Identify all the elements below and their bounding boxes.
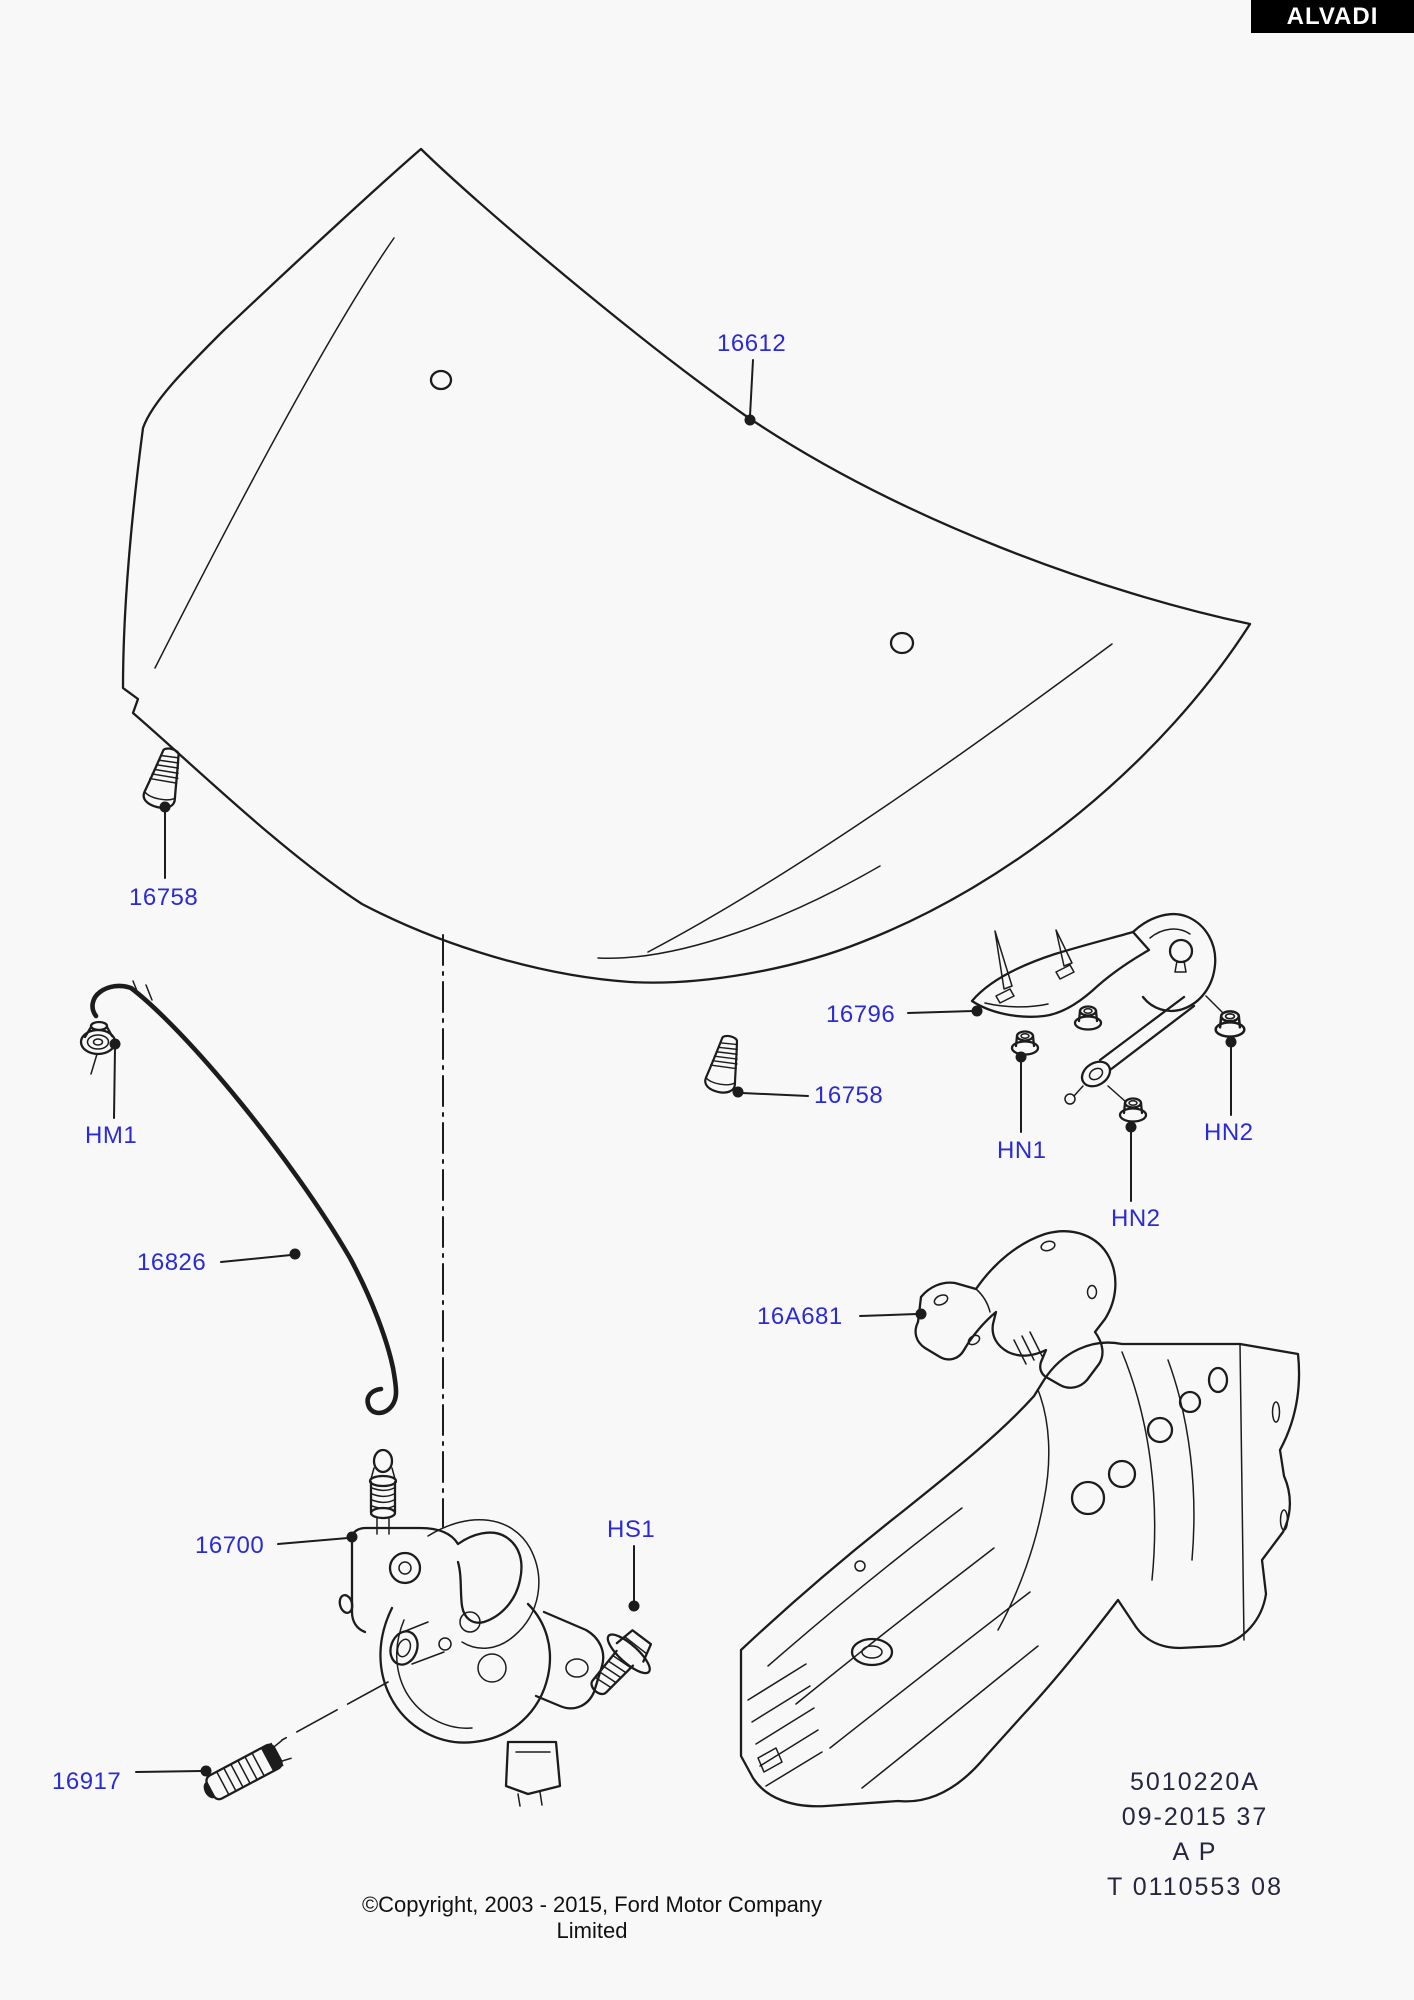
leader-dot-16758-right: [733, 1087, 744, 1098]
hood-panel-art: [123, 149, 1250, 983]
part-label-16758-right: 16758: [814, 1082, 884, 1109]
leader-line-hm1: [114, 1048, 115, 1118]
leader-line-16758-right: [742, 1093, 808, 1096]
leader-dot-16796: [972, 1006, 983, 1017]
drawing-sheet-code: T 0110553 08: [1107, 1873, 1283, 1901]
leader-dot-hm1: [110, 1039, 121, 1050]
cowl-bracket-art: [916, 1231, 1116, 1387]
part-label-16a681: 16A681: [757, 1303, 843, 1330]
drawing-revision: A P: [1172, 1838, 1218, 1866]
leader-dot-hn2-right: [1226, 1037, 1237, 1048]
leader-dot-16a681: [916, 1309, 927, 1320]
drawing-date: 09-2015 37: [1121, 1803, 1269, 1831]
part-label-16612: 16612: [717, 330, 787, 357]
part-label-16758-left: 16758: [129, 884, 199, 911]
leader-line-16612: [750, 360, 753, 416]
part-label-16796: 16796: [826, 1001, 896, 1028]
apron-rail-art: [741, 1343, 1299, 1807]
part-label-hn1: HN1: [997, 1137, 1047, 1164]
leader-line-16826: [221, 1255, 291, 1262]
part-label-16700: 16700: [195, 1532, 265, 1559]
leader-dot-16826: [290, 1249, 301, 1260]
alvadi-logo: ALVADI: [1251, 0, 1414, 33]
leader-dot-16917: [201, 1766, 212, 1777]
striker-art: [199, 1738, 292, 1804]
leader-dot-hs1: [629, 1601, 640, 1612]
leader-line-16796: [908, 1011, 973, 1013]
copyright-notice: ©Copyright, 2003 - 2015, Ford Motor Company Limited: [361, 1892, 823, 1943]
part-label-hm1: HM1: [85, 1122, 138, 1149]
leader-line-16700: [278, 1538, 348, 1544]
leader-line-16917: [136, 1771, 202, 1772]
leader-dot-16612: [745, 415, 756, 426]
hinge-art: [972, 914, 1244, 1121]
leader-dot-hn1: [1016, 1052, 1027, 1063]
part-label-hs1: HS1: [607, 1516, 656, 1543]
leader-line-16a681: [860, 1314, 917, 1316]
prop-rod-art: [81, 981, 396, 1413]
part-label-hn2-bottom: HN2: [1111, 1205, 1161, 1232]
bumpstop-right-art: [703, 1033, 744, 1095]
part-label-16826: 16826: [137, 1249, 207, 1276]
leader-dot-hn2-bottom: [1126, 1122, 1137, 1133]
drawing-code-block: [1040, 1765, 1350, 1905]
leader-dot-16700: [347, 1532, 358, 1543]
leader-dot-16758-left: [160, 802, 171, 813]
drawing-number: 5010220A: [1129, 1768, 1260, 1796]
part-label-hn2-right: HN2: [1204, 1119, 1254, 1146]
part-label-16917: 16917: [52, 1768, 122, 1795]
